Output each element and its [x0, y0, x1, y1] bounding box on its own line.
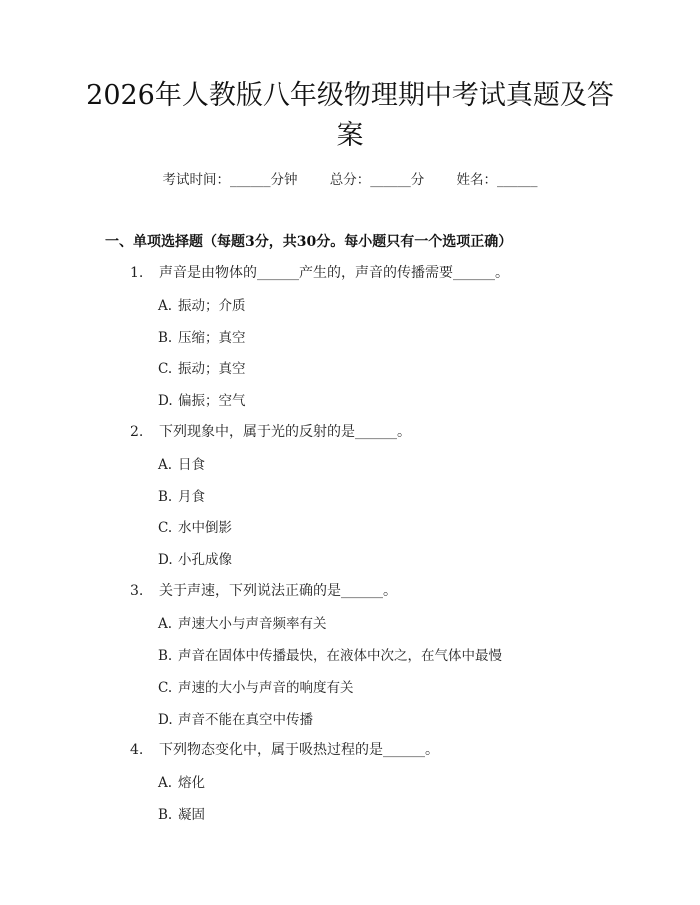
section-heading: 一、单项选择题（每题3分，共30分。每小题只有一个选项正确）	[105, 234, 513, 250]
total-score: 总分：______分	[329, 172, 425, 188]
question-text: 声音是由物体的______产生的，声音的传播需要______。	[159, 265, 509, 281]
question-text: 关于声速，下列说法正确的是______。	[159, 583, 397, 599]
question-number: 2.	[130, 424, 144, 440]
option-3b: B. 声音在固体中传播最快，在液体中次之，在气体中最慢	[158, 648, 502, 664]
exam-time: 考试时间：______分钟	[162, 172, 298, 188]
option-1b: B. 压缩；真空	[158, 330, 246, 346]
question-4	[130, 739, 439, 759]
question-text: 下列现象中，属于光的反射的是______。	[159, 424, 411, 440]
question-number: 1.	[130, 265, 144, 281]
option-3c: C. 声速的大小与声音的响度有关	[158, 680, 354, 696]
option-4a: A. 熔化	[158, 775, 205, 791]
option-2c: C. 水中倒影	[158, 520, 232, 536]
exam-info	[0, 168, 700, 188]
option-2a: A. 日食	[158, 457, 205, 473]
option-1d: D. 偏振；空气	[158, 393, 246, 409]
question-text: 下列物态变化中，属于吸热过程的是______。	[159, 742, 439, 758]
page-title: 2026年人教版八年级物理期中考试真题及答案	[86, 80, 614, 151]
option-2d: D. 小孔成像	[158, 552, 232, 568]
option-1c: C. 振动；真空	[158, 361, 246, 377]
option-2b: B. 月食	[158, 489, 205, 505]
option-1a: A. 振动；介质	[158, 298, 246, 314]
question-1	[130, 262, 509, 282]
question-number: 4.	[130, 742, 144, 758]
option-3a: A. 声速大小与声音频率有关	[158, 616, 327, 632]
option-4b: B. 凝固	[158, 807, 205, 823]
question-number: 3.	[130, 583, 144, 599]
question-3	[130, 580, 397, 600]
option-3d: D. 声音不能在真空中传播	[158, 712, 313, 728]
student-name: 姓名：______	[456, 172, 538, 188]
question-2	[130, 421, 411, 441]
